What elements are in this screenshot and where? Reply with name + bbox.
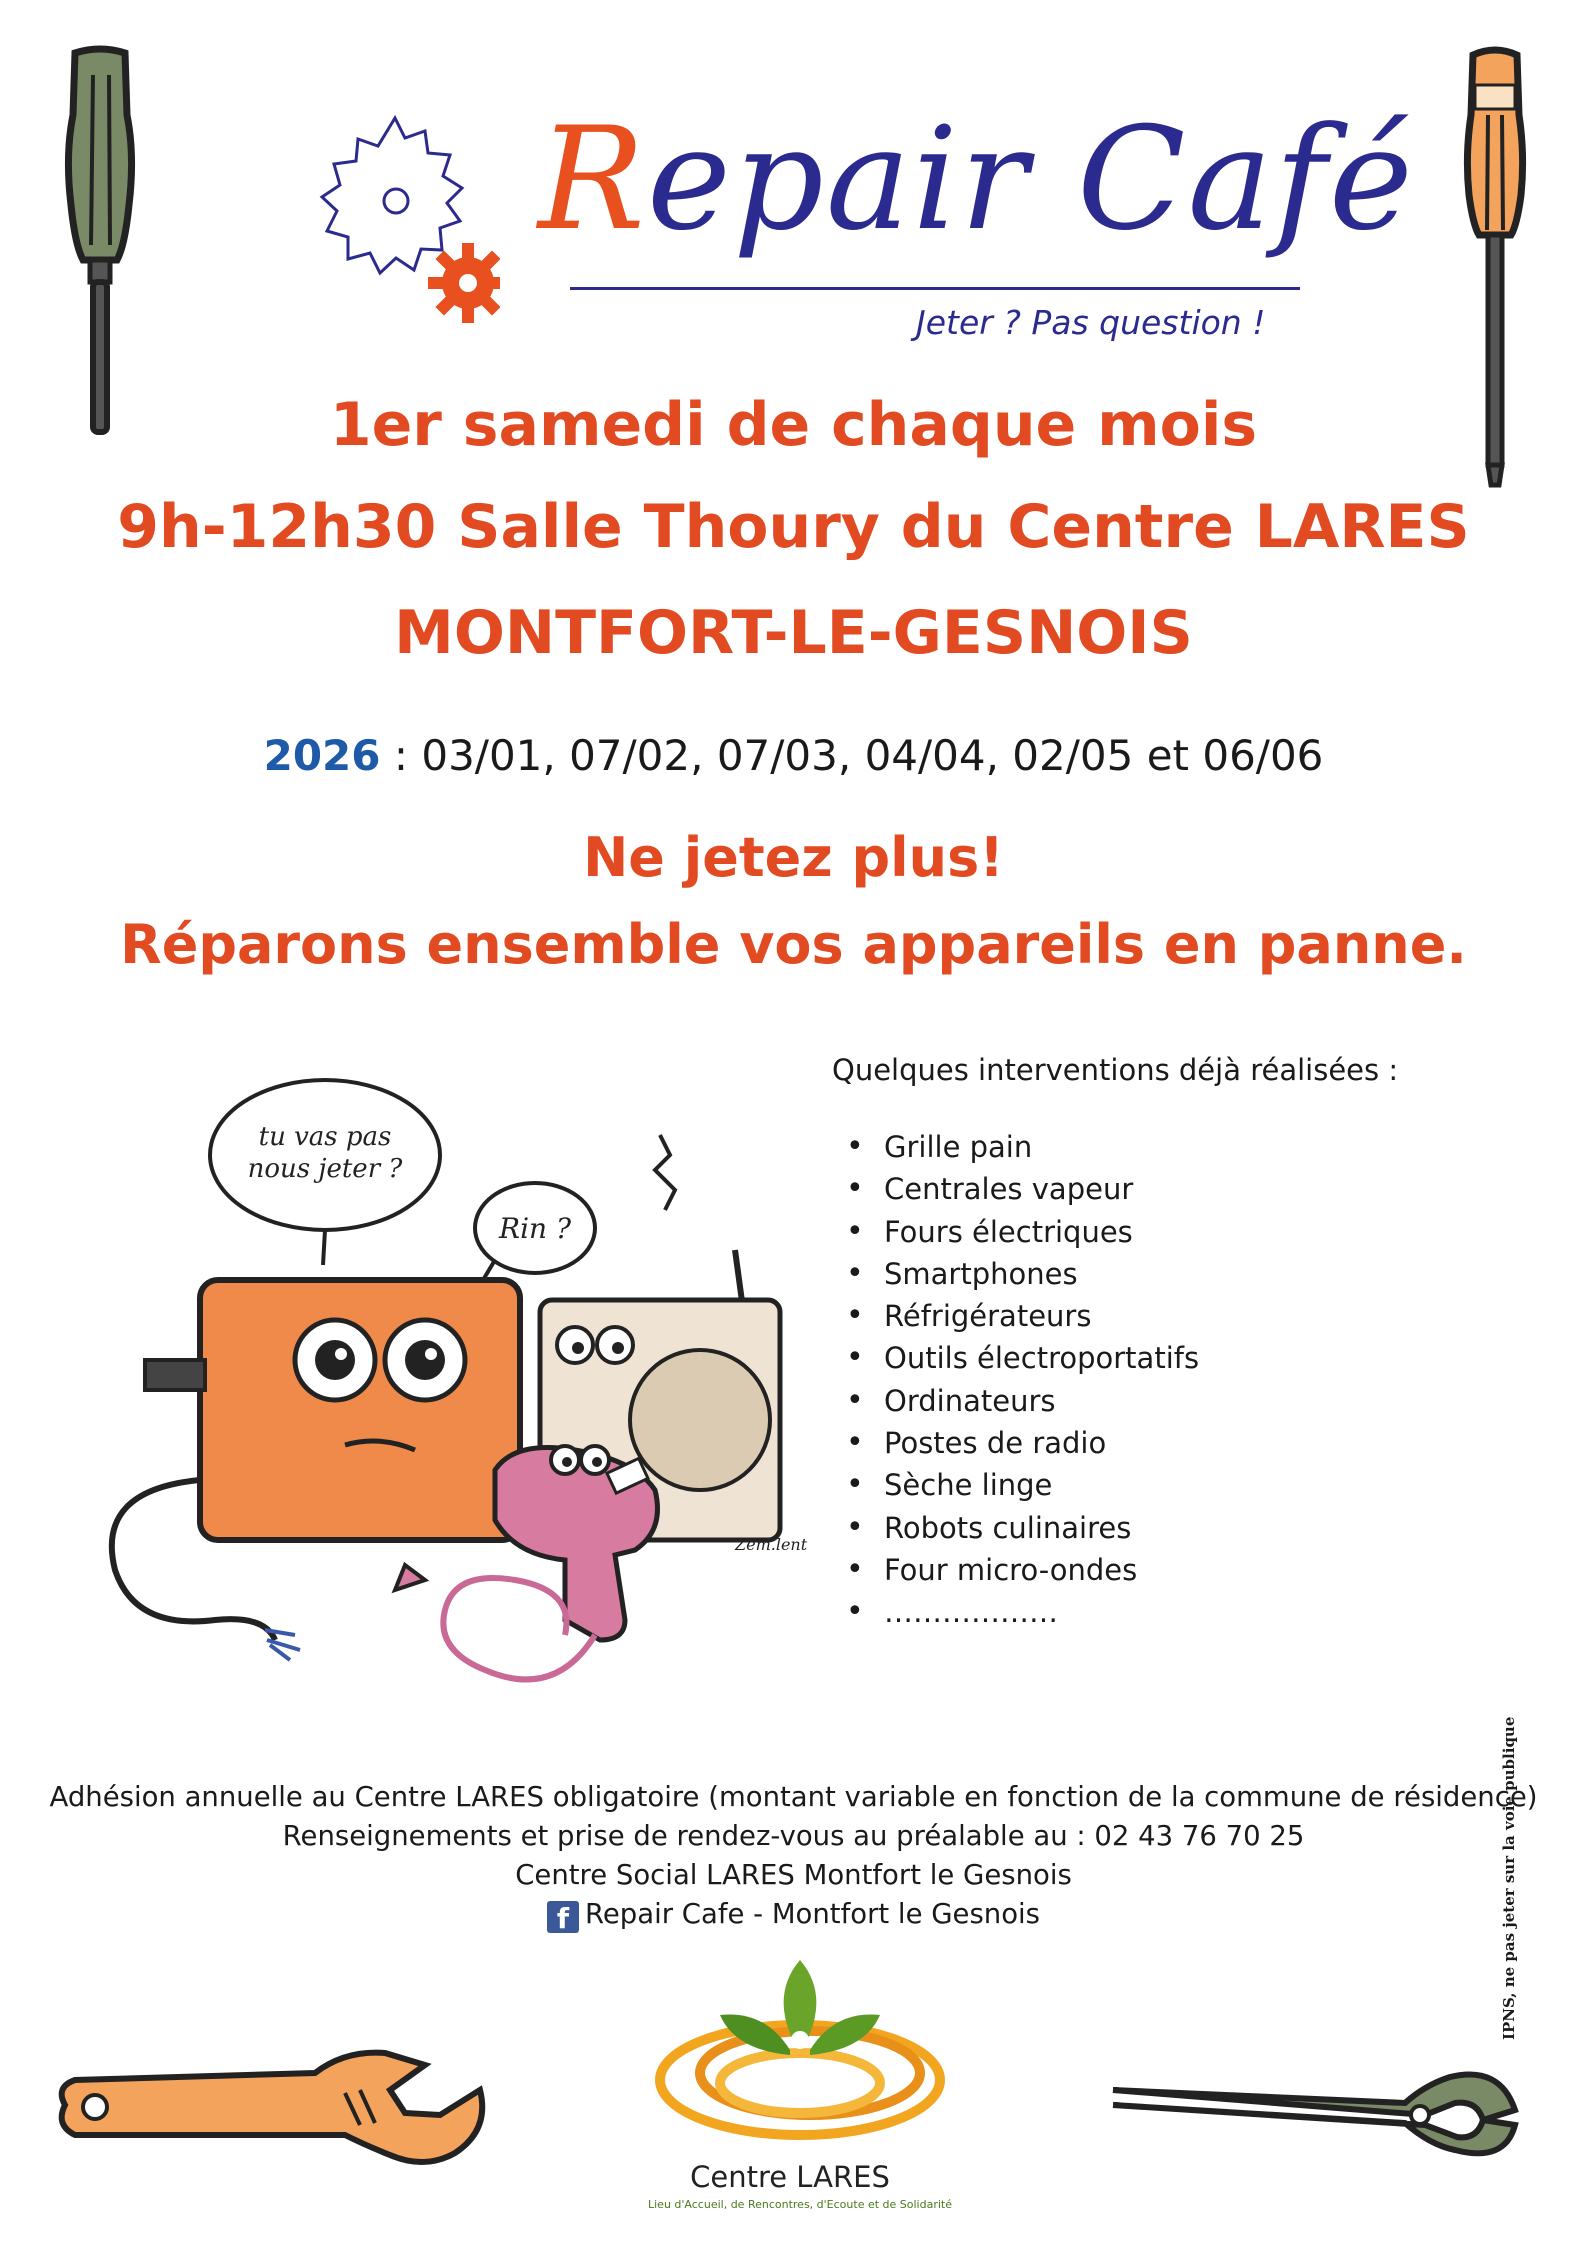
list-item: • Fours électriques	[832, 1211, 1472, 1253]
facebook-icon: f	[547, 1901, 579, 1933]
list-item: • Four micro-ondes	[832, 1549, 1472, 1591]
footer-center: Centre Social LARES Montfort le Gesnois	[515, 1859, 1072, 1891]
interventions-intro: Quelques interventions déjà réalisées :	[832, 1053, 1399, 1087]
logo-tagline: Jeter ? Pas question !	[916, 303, 1266, 342]
dates-year: 2026	[263, 731, 381, 780]
facebook-link-text[interactable]: Repair Cafe - Montfort le Gesnois	[584, 1898, 1041, 1930]
list-item: • Outils électroportatifs	[832, 1337, 1472, 1379]
list-item: • Robots culinaires	[832, 1507, 1472, 1549]
footer-membership: Adhésion annuelle au Centre LARES obligatoire (montant variable en fonction de la commune de résidence)	[49, 1781, 1538, 1813]
logo-title: Repair Café	[538, 97, 1415, 262]
list-item: • Sèche linge	[832, 1464, 1472, 1506]
lares-name: Centre LARES	[690, 2160, 890, 2194]
list-item: • Grille pain	[832, 1126, 1472, 1168]
repair-cafe-logo	[290, 95, 1415, 355]
list-item: • Postes de radio	[832, 1422, 1472, 1464]
gear-icon	[290, 103, 500, 323]
footer-facebook[interactable]	[0, 1895, 1587, 1934]
headline-town: MONTFORT-LE-GESNOIS	[394, 598, 1193, 668]
speech-bubble-1-text: tu vas pas nous jeter ?	[247, 1122, 403, 1184]
toaster-drawing	[200, 1280, 520, 1540]
list-item: • Ordinateurs	[832, 1380, 1472, 1422]
headline-schedule: 1er samedi de chaque mois	[329, 390, 1258, 460]
list-item: • Centrales vapeur	[832, 1168, 1472, 1210]
ipns-note: IPNS, ne pas jeter sur la voie publique	[1500, 1716, 1518, 2040]
wrench-icon	[45, 2035, 495, 2175]
logo-underline	[570, 287, 1300, 290]
dates-line	[0, 728, 1587, 784]
list-item: • Smartphones	[832, 1253, 1472, 1295]
cartoon-signature: Zem.lent	[735, 1535, 808, 1554]
lares-subtitle: Lieu d'Accueil, de Rencontres, d'Ecoute et de Solidarité	[648, 2198, 952, 2211]
appliances-cartoon	[95, 1060, 855, 1710]
list-item: • ………………	[832, 1591, 1472, 1633]
headline-location: 9h-12h30 Salle Thoury du Centre LARES	[117, 492, 1470, 562]
dates-list: : 03/01, 07/02, 07/03, 04/04, 02/05 et 06/06	[380, 731, 1324, 780]
pincers-icon	[1105, 2055, 1525, 2185]
slogan-line-2: Réparons ensemble vos appareils en panne.	[120, 913, 1467, 976]
footer-contact: Renseignements et prise de rendez-vous au préalable au : 02 43 76 70 25	[282, 1820, 1305, 1852]
interventions-list	[832, 1050, 1472, 1634]
slogan-line-1: Ne jetez plus!	[583, 826, 1004, 889]
list-item: • Réfrigérateurs	[832, 1295, 1472, 1337]
speech-bubble-2-text: Rin ?	[499, 1212, 571, 1245]
centre-lares-logo	[640, 1955, 960, 2160]
